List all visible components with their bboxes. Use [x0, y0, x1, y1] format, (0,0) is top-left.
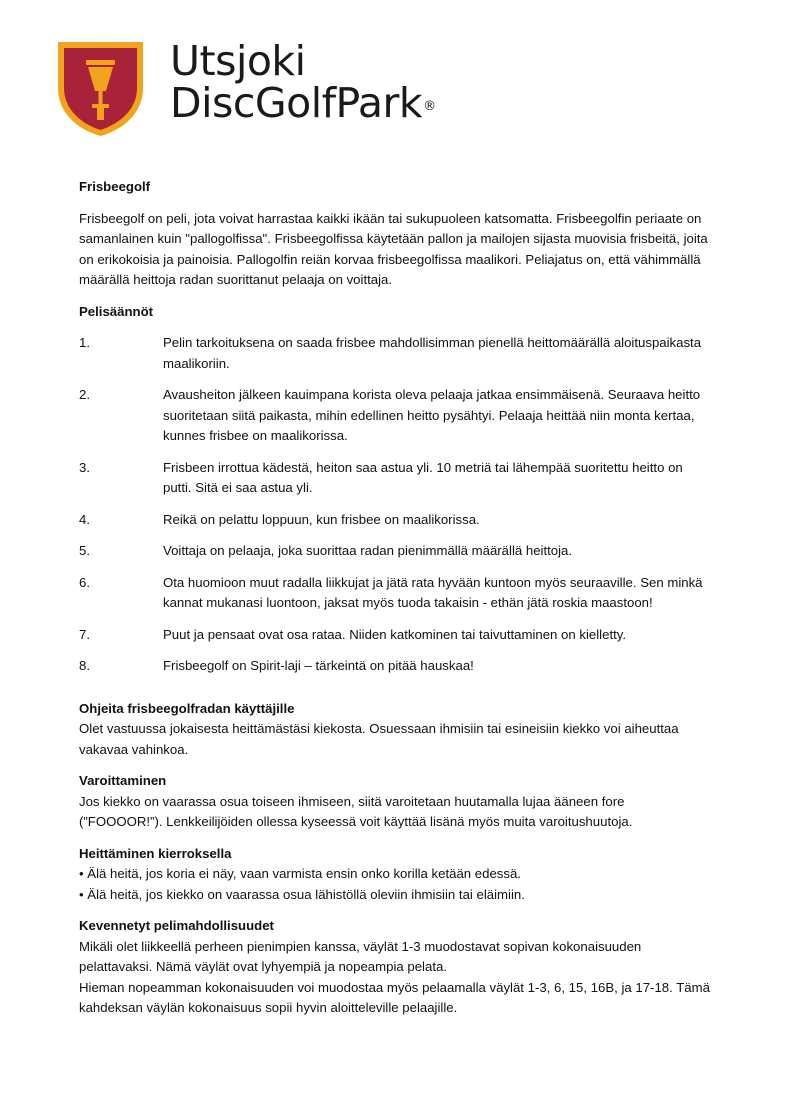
logo-line-1: Utsjoki: [170, 37, 306, 85]
shorter-play-text-2: Hieman nopeamman kokonaisuuden voi muodostaa myös pelaamalla väylät 1-3, 6, 15, 16B, ja 17-18. Tämä kahdeksan väylän kokonaisuus sopii hyvin aloitteleville pelaajille.: [79, 979, 710, 1015]
shorter-play-text-1: Mikäli olet liikkeellä perheen pienimpien kanssa, väylät 1-3 muodostavat sopivan kokonaisuuden pelattavaksi. Nämä väylät ovat lyhyempiä ja nopeampia pelata.: [79, 938, 642, 974]
rule-item: [79, 656, 711, 677]
document-body: [79, 177, 711, 1030]
rules-list: [79, 333, 711, 677]
logo-line-2-text: DiscGolfPark: [170, 79, 423, 127]
throwing-heading: Heittäminen kierroksella: [79, 845, 232, 861]
rule-text: Voittaja on pelaaja, joka suorittaa radan pienimmällä määrällä heittoja.: [163, 543, 573, 558]
rule-number: 1.: [79, 335, 90, 350]
rule-text: Ota huomioon muut radalla liikkujat ja jätä rata hyvään kuntoon myös seuraaville. Sen minkä kannat mukanasi luontoon, jaksat myös tuoda takaisin - ethän jätä roskia maastoon!: [163, 574, 703, 610]
guidelines-text: Olet vastuussa jokaisesta heittämästäsi kiekosta. Osuessaan ihmisiin tai esineisiin kiekko voi aiheuttaa vakavaa vahinkoa.: [79, 721, 679, 757]
rule-number: 2.: [79, 387, 90, 402]
rule-number: 6.: [79, 574, 90, 590]
throwing-bullet-1: • Älä heitä, jos koria ei näy, vaan varmista ensin onko korilla ketään edessä.: [79, 866, 521, 881]
rule-number: 8.: [79, 658, 90, 673]
shorter-play-section: [79, 916, 711, 1019]
registered-mark: ®: [423, 99, 436, 114]
rule-item: [79, 385, 711, 447]
guidelines-section: [79, 699, 711, 761]
intro-paragraph: Frisbeegolf on peli, jota voivat harrastaa kaikki ikään tai sukupuoleen katsomatta. Frisbeegolfin periaate on samanlainen kuin "pallogolfissa". Frisbeegolfissa käytetään pallon ja mailojen sijasta muovisia frisbeitä, joita on erikokoisia ja painoisia. Pallogolfin reiän korvaa frisbeegolfissa maalikori. Peliajatus on, että vähimmällä määrällä heittoja radan suorittanut pelaaja on voittaja.: [79, 210, 708, 287]
rule-text: Frisbeegolf on Spirit-laji – tärkeintä on pitää hauskaa!: [163, 658, 474, 673]
rule-item: [79, 625, 711, 646]
rule-item: [79, 541, 711, 562]
logo-wordmark: [170, 37, 436, 127]
rule-text: Puut ja pensaat ovat osa rataa. Niiden katkominen tai taivuttaminen on kielletty.: [163, 626, 627, 642]
throwing-section: [79, 844, 711, 906]
rule-text: Reikä on pelattu loppuun, kun frisbee on maalikorissa.: [163, 511, 480, 527]
rule-item: [79, 458, 711, 499]
rule-number: 7.: [79, 626, 90, 642]
rule-item: [79, 333, 711, 374]
guidelines-heading: Ohjeita frisbeegolfradan käyttäjille: [79, 700, 295, 716]
logo-shield-icon: [54, 36, 147, 140]
rule-text: Pelin tarkoituksena on saada frisbee mahdollisimman pienellä heittomäärällä aloituspaikasta maalikoriin.: [163, 335, 702, 371]
rule-item: [79, 573, 711, 614]
intro-heading: Frisbeegolf: [79, 179, 151, 194]
rule-number: 3.: [79, 459, 90, 475]
rules-heading: Pelisäännöt: [79, 303, 154, 319]
logo-line-2: [170, 79, 436, 127]
rule-number: 5.: [79, 543, 90, 558]
warning-heading: Varoittaminen: [79, 773, 167, 788]
rule-number: 4.: [79, 511, 90, 527]
warning-section: [79, 771, 711, 833]
warning-text: Jos kiekko on vaarassa osua toiseen ihmiseen, siitä varoitetaan huutamalla lujaa ääneen fore (”FOOOOR!”). Lenkkeilijöiden ollessa kyseessä voit käyttää lisänä myös muita varoitushuutoja.: [79, 793, 633, 829]
shorter-play-heading: Kevennetyt pelimahdollisuudet: [79, 918, 274, 933]
rule-text: Frisbeen irrottua kädestä, heiton saa astua yli. 10 metriä tai lähempää suoritettu heitto on putti. Sitä ei saa astua yli.: [163, 459, 683, 495]
rule-item: [79, 510, 711, 531]
rule-text: Avausheiton jälkeen kauimpana korista oleva pelaaja jatkaa ensimmäisenä. Seuraava heitto suoritetaan siitä paikasta, mihin edellinen heitto pysähtyi. Pelaaja heittää niin monta kertaa, kunnes frisbee on maalikorissa.: [163, 387, 701, 443]
throwing-bullet-2: • Älä heitä, jos kiekko on vaarassa osua lähistöllä oleviin ihmisiin tai eläimiin.: [79, 886, 525, 902]
